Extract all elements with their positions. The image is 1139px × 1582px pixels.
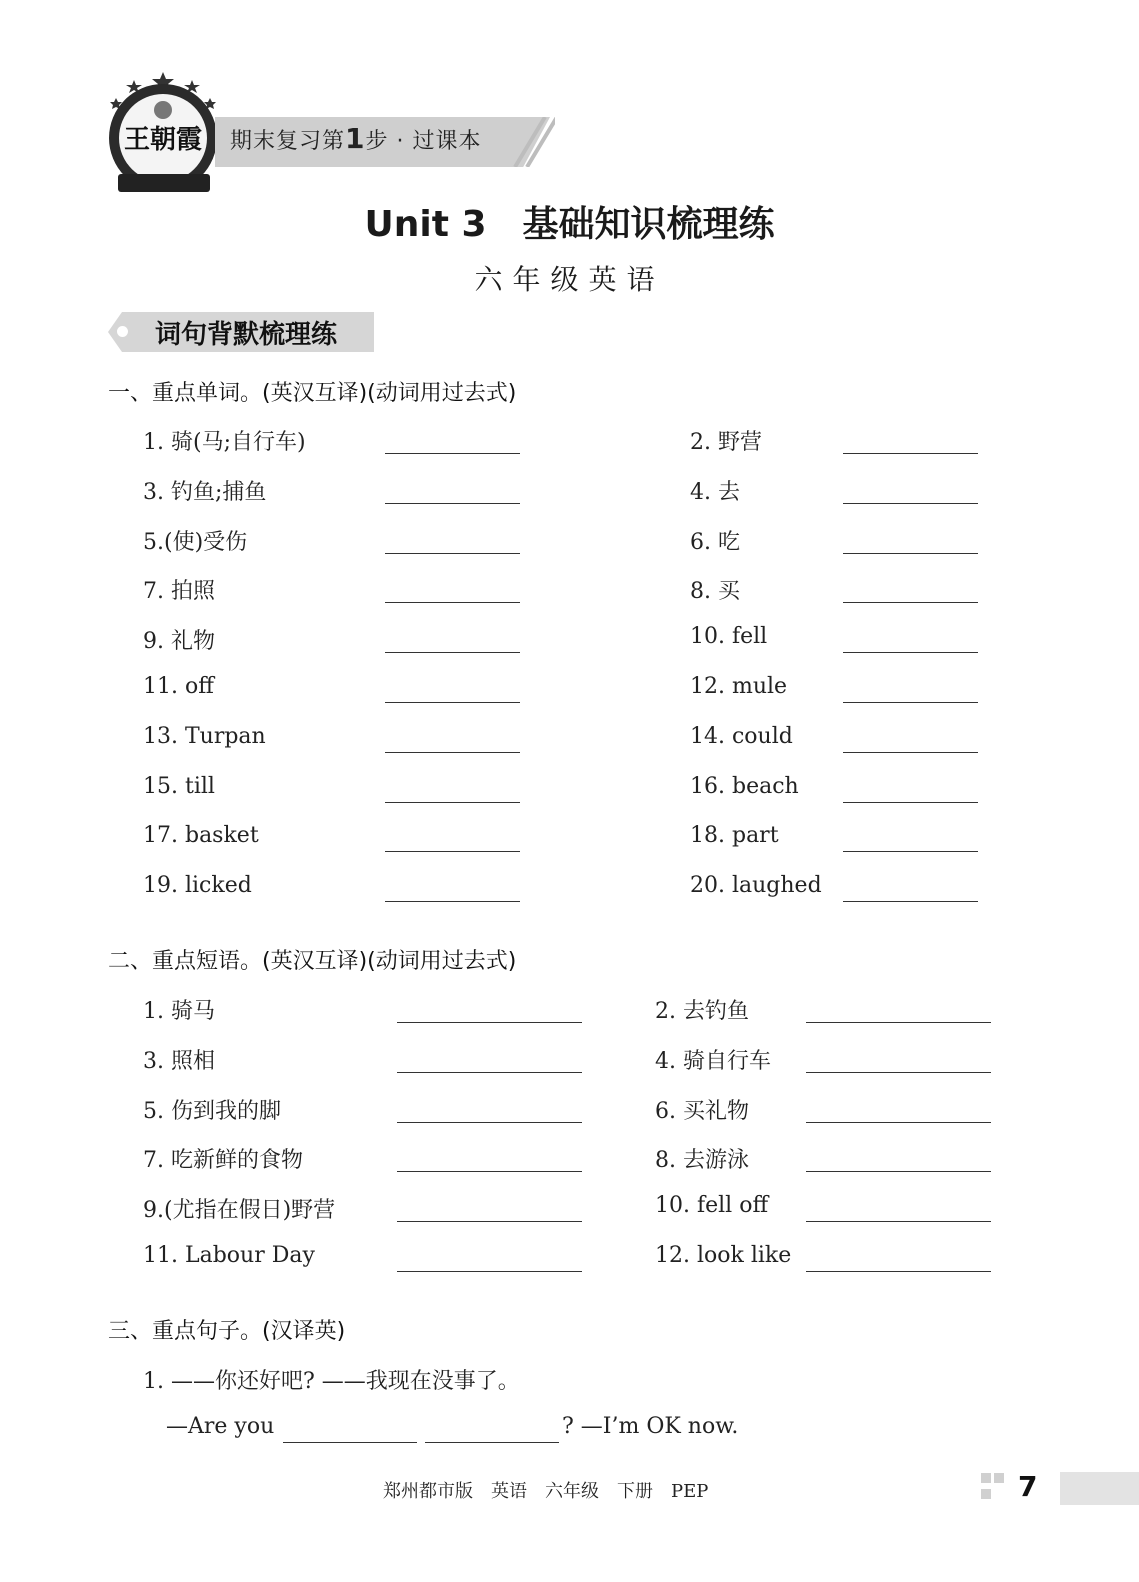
page-subtitle: 六年级英语 <box>474 263 665 296</box>
word-item: 14. could <box>690 723 793 749</box>
answer-blank[interactable] <box>843 851 978 852</box>
answer-blank[interactable] <box>385 851 520 852</box>
answer-blank[interactable] <box>843 652 978 653</box>
step-banner-text <box>230 122 481 155</box>
footer-square-decoration <box>981 1489 991 1499</box>
word-item: 20. laughed <box>690 873 822 899</box>
banner-stripes-decoration <box>505 117 555 167</box>
answer-blank[interactable] <box>843 602 978 603</box>
answer-blank[interactable] <box>385 652 520 653</box>
answer-blank[interactable] <box>385 453 520 454</box>
word-item: 16. beach <box>690 773 799 799</box>
word-item: 6. 吃 <box>690 529 740 555</box>
part3-question-1-suffix: ? —I’m OK now. <box>562 1414 739 1439</box>
footer-bar <box>1060 1472 1139 1505</box>
word-item: 5.(使)受伤 <box>143 529 248 555</box>
answer-blank[interactable] <box>806 1221 991 1222</box>
phrase-item: 9.(尤指在假日)野营 <box>143 1198 336 1224</box>
phrase-item: 5. 伤到我的脚 <box>143 1098 281 1124</box>
answer-blank[interactable] <box>843 802 978 803</box>
answer-blank[interactable] <box>397 1271 582 1272</box>
word-item: 7. 拍照 <box>143 579 215 605</box>
answer-blank[interactable] <box>385 702 520 703</box>
page-title: Unit 3 基础知识梳理练 <box>364 204 775 245</box>
phrase-item: 1. 骑马 <box>143 999 215 1024</box>
answer-blank[interactable] <box>397 1122 582 1123</box>
answer-blank[interactable] <box>283 1442 417 1443</box>
banner-suffix: 步 · 过课本 <box>365 129 482 154</box>
phrase-item: 11. Labour Day <box>143 1243 315 1268</box>
phrase-item: 6. 买礼物 <box>655 1098 749 1124</box>
answer-blank[interactable] <box>397 1072 582 1073</box>
section-tag-label: 词句背默梳理练 <box>155 320 338 350</box>
answer-blank[interactable] <box>843 752 978 753</box>
phrase-item: 10. fell off <box>655 1193 769 1219</box>
brand-logo <box>104 70 222 198</box>
phrase-item: 8. 去游泳 <box>655 1148 749 1174</box>
answer-blank[interactable] <box>843 901 978 902</box>
phrase-item: 4. 骑自行车 <box>655 1048 771 1074</box>
answer-blank[interactable] <box>843 503 978 504</box>
part3-heading: 三、重点句子。(汉译英) <box>108 1319 346 1344</box>
answer-blank[interactable] <box>843 553 978 554</box>
word-item: 1. 骑(马;自行车) <box>143 430 306 455</box>
answer-blank[interactable] <box>843 702 978 703</box>
footer-square-decoration <box>981 1473 991 1483</box>
section-tag-dot <box>117 326 128 337</box>
answer-blank[interactable] <box>385 752 520 753</box>
page-number: 7 <box>1018 1470 1038 1503</box>
answer-blank[interactable] <box>806 1122 991 1123</box>
word-item: 9. 礼物 <box>143 629 215 655</box>
answer-blank[interactable] <box>397 1022 582 1023</box>
svg-text:王朝霞: 王朝霞 <box>123 125 203 155</box>
answer-blank[interactable] <box>806 1271 991 1272</box>
answer-blank[interactable] <box>385 602 520 603</box>
word-item: 11. off <box>143 674 214 699</box>
part3-question-1-chinese: 1. ——你还好吧? ——我现在没事了。 <box>143 1369 520 1394</box>
footer-square-decoration <box>994 1473 1004 1483</box>
answer-blank[interactable] <box>385 503 520 504</box>
word-item: 4. 去 <box>690 479 740 505</box>
answer-blank[interactable] <box>806 1072 991 1073</box>
banner-step-number: 1 <box>345 122 366 155</box>
footer-edition-info: 郑州都市版 英语 六年级 下册 PEP <box>383 1481 709 1502</box>
word-item: 10. fell <box>690 624 768 650</box>
answer-blank[interactable] <box>385 901 520 902</box>
answer-blank[interactable] <box>806 1171 991 1172</box>
answer-blank[interactable] <box>385 802 520 803</box>
word-item: 8. 买 <box>690 579 740 605</box>
part1-heading: 一、重点单词。(英汉互译)(动词用过去式) <box>108 381 517 406</box>
phrase-item: 7. 吃新鲜的食物 <box>143 1148 303 1174</box>
word-item: 15. till <box>143 773 215 799</box>
answer-blank[interactable] <box>385 553 520 554</box>
word-item: 18. part <box>690 823 779 849</box>
phrase-item: 12. look like <box>655 1243 792 1268</box>
word-item: 3. 钓鱼;捕鱼 <box>143 479 267 505</box>
word-item: 2. 野营 <box>690 430 762 455</box>
part3-question-1-prefix: —Are you <box>166 1414 275 1439</box>
answer-blank[interactable] <box>425 1442 559 1443</box>
word-item: 12. mule <box>690 674 788 699</box>
answer-blank[interactable] <box>806 1022 991 1023</box>
answer-blank[interactable] <box>843 453 978 454</box>
word-item: 17. basket <box>143 823 259 849</box>
phrase-item: 2. 去钓鱼 <box>655 999 749 1024</box>
part2-heading: 二、重点短语。(英汉互译)(动词用过去式) <box>108 949 517 974</box>
answer-blank[interactable] <box>397 1171 582 1172</box>
word-item: 19. licked <box>143 873 252 899</box>
phrase-item: 3. 照相 <box>143 1048 215 1074</box>
banner-prefix: 期末复习第 <box>230 129 346 154</box>
word-item: 13. Turpan <box>143 723 266 749</box>
answer-blank[interactable] <box>397 1221 582 1222</box>
